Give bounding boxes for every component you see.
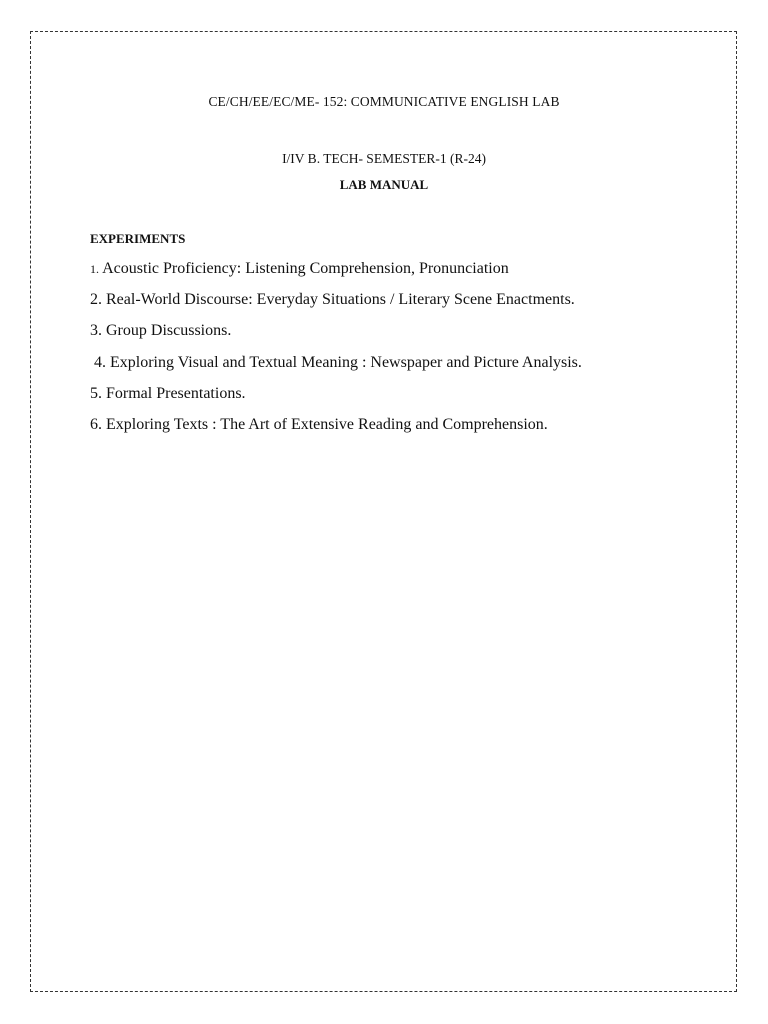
experiment-text: Acoustic Proficiency: Listening Comprehension, Pronunciation (102, 260, 509, 277)
experiment-text: Exploring Visual and Textual Meaning : Newspaper and Picture Analysis. (110, 353, 582, 371)
experiment-item (90, 289, 582, 320)
experiment-item (90, 414, 582, 445)
experiment-text: Group Discussions. (106, 322, 232, 340)
experiment-item (90, 320, 582, 351)
page-border (30, 31, 737, 992)
course-title: CE/CH/EE/EC/ME- 152: COMMUNICATIVE ENGLISH LAB (208, 94, 560, 109)
experiments-heading: EXPERIMENTS (90, 231, 186, 246)
experiment-number: 5. (90, 384, 102, 402)
experiment-item (90, 258, 582, 289)
experiment-item (90, 383, 582, 414)
experiments-list (90, 258, 582, 445)
experiment-number: 2. (90, 291, 102, 309)
experiment-number: 6. (90, 415, 102, 433)
experiment-number: 1. (90, 262, 99, 276)
experiment-item (90, 352, 582, 383)
experiment-text: Exploring Texts : The Art of Extensive Reading and Comprehension. (106, 415, 548, 433)
semester-line: I/IV B. TECH- SEMESTER-1 (R-24) (282, 151, 486, 166)
experiment-number: 3. (90, 322, 102, 340)
experiment-text: Formal Presentations. (106, 384, 246, 402)
experiment-number: 4. (94, 353, 106, 371)
manual-title: LAB MANUAL (339, 177, 429, 192)
experiment-text: Real-World Discourse: Everyday Situations / Literary Scene Enactments. (106, 291, 575, 309)
